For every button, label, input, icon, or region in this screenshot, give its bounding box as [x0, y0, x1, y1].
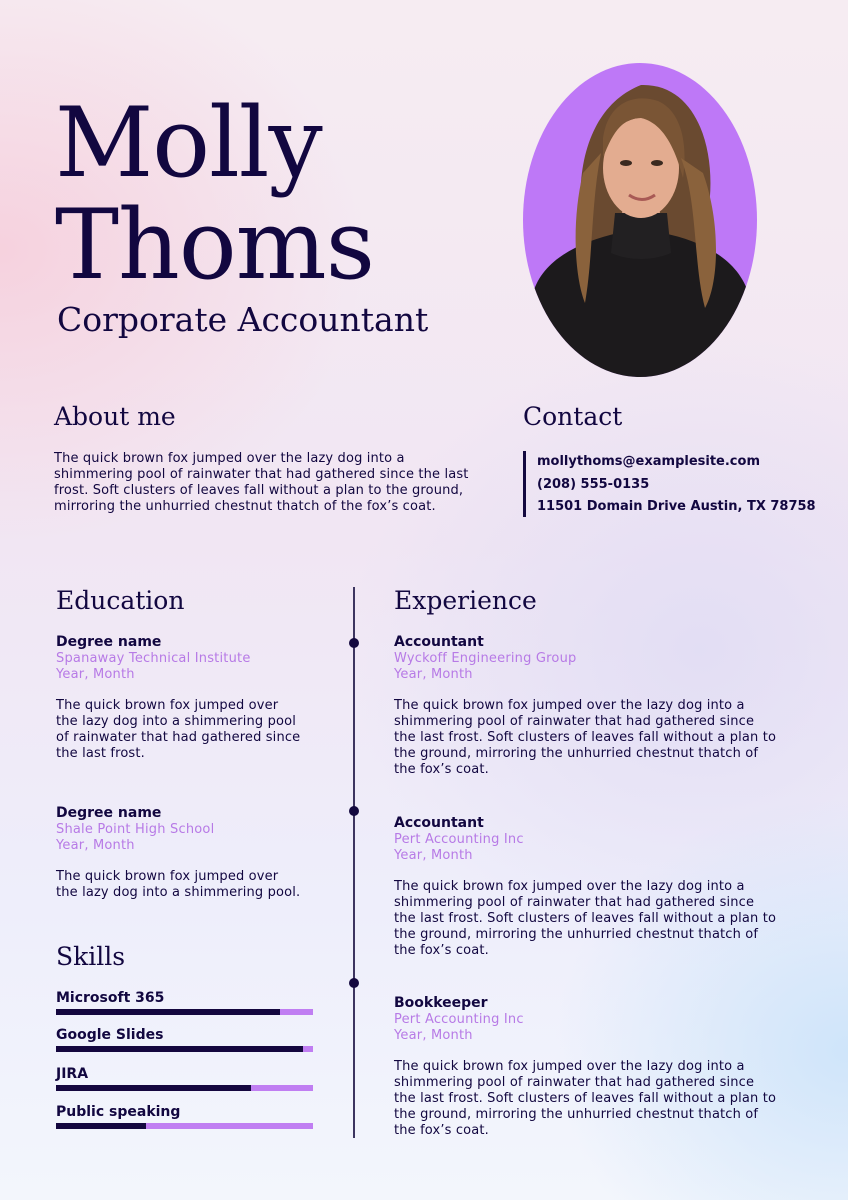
- timeline-dot: [349, 978, 359, 988]
- experience-date: Year, Month: [394, 667, 473, 682]
- job-role: Bookkeeper: [394, 995, 488, 1011]
- skill-bar: [56, 1123, 313, 1129]
- education-entry: [56, 634, 336, 762]
- name-heading: [55, 87, 374, 301]
- education-date: Year, Month: [56, 667, 135, 682]
- skill-item: [56, 1027, 313, 1052]
- skill-bar-fill: [56, 1123, 146, 1129]
- desc-line: shimmering pool of rainwater that had gathered since: [394, 1075, 755, 1090]
- skill-label: JIRA: [56, 1066, 89, 1082]
- experience-heading: Experience: [394, 586, 537, 615]
- first-name: Molly: [55, 87, 322, 199]
- contact-phone[interactable]: (208) 555-0135: [537, 476, 650, 492]
- skills-heading: Skills: [56, 942, 126, 971]
- timeline-line: [353, 587, 355, 1138]
- timeline-dot: [349, 638, 359, 648]
- about-heading: About me: [54, 402, 176, 431]
- skill-bar: [56, 1046, 313, 1052]
- experience-date: Year, Month: [394, 848, 473, 863]
- education-entry: [56, 805, 336, 901]
- school-name: Spanaway Technical Institute: [56, 651, 251, 666]
- about-text: [54, 451, 514, 515]
- degree-name: Degree name: [56, 634, 162, 650]
- desc-line: the last frost. Soft clusters of leaves fall without a plan to: [394, 911, 777, 926]
- experience-description: [394, 879, 814, 959]
- company-name: Wyckoff Engineering Group: [394, 651, 577, 666]
- education-date: Year, Month: [56, 838, 135, 853]
- job-role: Accountant: [394, 634, 484, 650]
- degree-name: Degree name: [56, 805, 162, 821]
- skill-item: [56, 1066, 313, 1091]
- desc-line: the ground, mirroring the unhurried chestnut thatch of: [394, 746, 759, 761]
- skill-label: Public speaking: [56, 1104, 181, 1120]
- experience-description: [394, 1059, 814, 1139]
- about-line: The quick brown fox jumped over the lazy dog into a: [54, 451, 405, 466]
- experience-entry: [394, 995, 814, 1139]
- contact-address: 11501 Domain Drive Austin, TX 78758: [537, 499, 816, 514]
- skill-bar: [56, 1009, 313, 1015]
- skill-label: Google Slides: [56, 1027, 164, 1043]
- profile-photo: [523, 63, 757, 377]
- skill-label: Microsoft 365: [56, 990, 165, 1006]
- skill-item: [56, 990, 313, 1015]
- experience-date: Year, Month: [394, 1028, 473, 1043]
- desc-line: the lazy dog into a shimmering pool: [56, 714, 296, 729]
- job-title: Corporate Accountant: [57, 300, 429, 339]
- desc-line: the lazy dog into a shimmering pool.: [56, 885, 301, 900]
- contact-email[interactable]: mollythoms@examplesite.com: [537, 454, 760, 469]
- job-role: Accountant: [394, 815, 484, 831]
- desc-line: of rainwater that had gathered since: [56, 730, 301, 745]
- education-description: [56, 698, 336, 762]
- desc-line: The quick brown fox jumped over: [56, 698, 279, 713]
- skill-bar-fill: [56, 1085, 251, 1091]
- contact-list: [523, 451, 816, 517]
- timeline-dot: [349, 806, 359, 816]
- desc-line: the ground, mirroring the unhurried chestnut thatch of: [394, 1107, 759, 1122]
- about-line: frost. Soft clusters of leaves fall without a plan to the ground,: [54, 483, 464, 498]
- company-name: Pert Accounting Inc: [394, 832, 524, 847]
- company-name: Pert Accounting Inc: [394, 1012, 524, 1027]
- desc-line: The quick brown fox jumped over the lazy dog into a: [394, 698, 745, 713]
- last-name: Thoms: [55, 189, 374, 301]
- education-heading: Education: [56, 586, 185, 615]
- desc-line: the last frost.: [56, 746, 145, 761]
- desc-line: The quick brown fox jumped over the lazy dog into a: [394, 1059, 745, 1074]
- skill-bar-fill: [56, 1046, 303, 1052]
- education-description: [56, 869, 336, 901]
- desc-line: shimmering pool of rainwater that had gathered since: [394, 714, 755, 729]
- experience-entry: [394, 634, 814, 778]
- skill-item: [56, 1104, 313, 1129]
- contact-heading: Contact: [523, 402, 623, 431]
- skill-bar-fill: [56, 1009, 280, 1015]
- school-name: Shale Point High School: [56, 822, 215, 837]
- desc-line: the fox’s coat.: [394, 762, 489, 777]
- about-line: shimmering pool of rainwater that had gathered since the last: [54, 467, 469, 482]
- skill-bar: [56, 1085, 313, 1091]
- desc-line: The quick brown fox jumped over the lazy dog into a: [394, 879, 745, 894]
- desc-line: the ground, mirroring the unhurried chestnut thatch of: [394, 927, 759, 942]
- experience-entry: [394, 815, 814, 959]
- desc-line: shimmering pool of rainwater that had gathered since: [394, 895, 755, 910]
- desc-line: the fox’s coat.: [394, 1123, 489, 1138]
- experience-description: [394, 698, 814, 778]
- about-line: mirroring the unhurried chestnut thatch of the fox’s coat.: [54, 499, 436, 514]
- desc-line: the fox’s coat.: [394, 943, 489, 958]
- desc-line: the last frost. Soft clusters of leaves fall without a plan to: [394, 730, 777, 745]
- desc-line: the last frost. Soft clusters of leaves fall without a plan to: [394, 1091, 777, 1106]
- desc-line: The quick brown fox jumped over: [56, 869, 279, 884]
